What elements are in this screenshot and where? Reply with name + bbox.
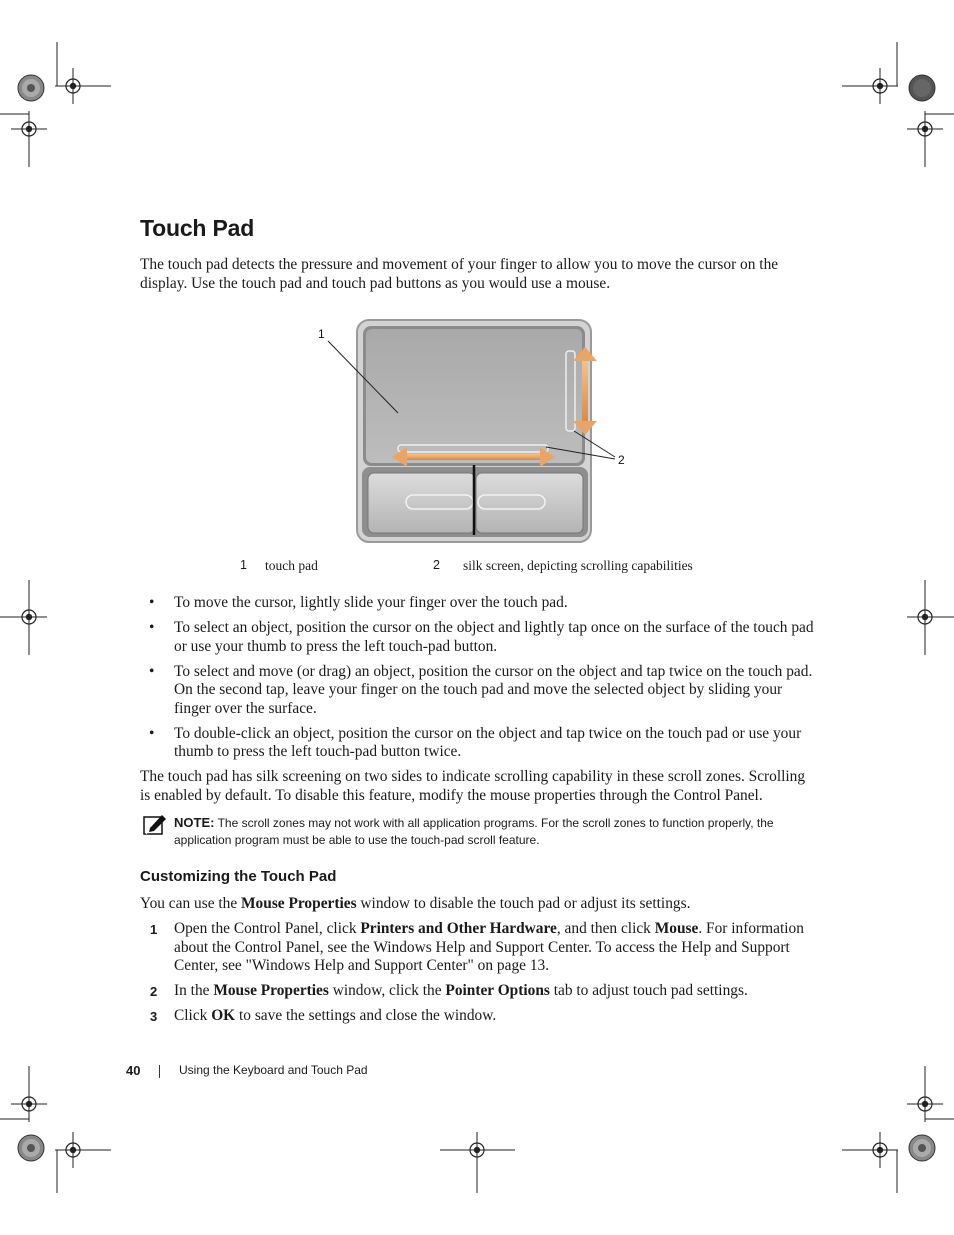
- list-item: [140, 982, 815, 1001]
- ui-term: Pointer Options: [445, 982, 550, 999]
- text-run: window to disable the touch pad or adjust its settings.: [356, 895, 691, 912]
- touch-pad-illustration: [310, 315, 640, 555]
- step-number: 1: [150, 922, 158, 937]
- ui-term: Mouse: [654, 920, 699, 937]
- step-number: 2: [150, 984, 158, 999]
- right-touch-pad-button: [476, 473, 583, 533]
- touch-pad-surface: [366, 329, 582, 463]
- list-item: • To select an object, position the cursor on the object and lightly tap once on the surface of the touch pad or use your thumb to press the left touch-pad button.: [140, 619, 815, 656]
- registration-wheel-icon: [18, 75, 44, 101]
- ui-term: Mouse Properties: [241, 895, 357, 912]
- text-run: You can use the: [140, 895, 242, 912]
- procedure-steps: [140, 920, 815, 1032]
- footer-divider: [159, 1065, 160, 1078]
- text-run: window, click the: [328, 982, 446, 999]
- text-run: Click: [174, 1007, 212, 1024]
- registration-wheel-icon: [18, 1135, 44, 1161]
- usage-bullet-list: [140, 594, 815, 768]
- ui-term: Mouse Properties: [213, 982, 329, 999]
- list-item: [140, 920, 815, 976]
- section-subheading: Customizing the Touch Pad: [140, 868, 337, 885]
- text-run: Open the Control Panel, click: [174, 920, 361, 937]
- legend-text: silk screen, depicting scrolling capabilities: [463, 558, 693, 573]
- text-run: , and then click: [556, 920, 655, 937]
- ui-term: Printers and Other Hardware: [360, 920, 557, 937]
- page-number: 40: [126, 1063, 141, 1078]
- callout-2-label: 2: [618, 453, 625, 467]
- list-item: • To select and move (or drag) an object, position the cursor on the object and tap twice on the touch pad. On the second tap, leave your finger on the touch pad and move the selected object by sliding your finger over the surface.: [140, 663, 815, 719]
- page-title: Touch Pad: [140, 215, 255, 241]
- legend-number: 1: [240, 558, 247, 572]
- ui-term: OK: [211, 1007, 236, 1024]
- text-run: In the: [174, 982, 214, 999]
- intro-paragraph: The touch pad detects the pressure and movement of your finger to allow you to move the cursor on the display. Use the touch pad and touch pad buttons as you would use a mouse.: [140, 256, 779, 292]
- text-run: . For information about the Control Panel, see the Windows Help and Support Center. To access the Help and Support Center, see "Windows Help and Support Center" on page 13.: [174, 920, 804, 974]
- registration-wheel-icon: [909, 1135, 935, 1161]
- legend-text: touch pad: [265, 558, 318, 573]
- note-text: The scroll zones may not work with all application programs. For the scroll zones to function properly, the application program must be able to use the touch-pad scroll feature.: [174, 816, 774, 847]
- registration-wheel-icon: [909, 75, 935, 101]
- scroll-zones-paragraph: The touch pad has silk screening on two sides to indicate scrolling capability in these scroll zones. Scrolling is enabled by default. To disable this feature, modify the mouse properties through the Control Panel.: [140, 768, 806, 804]
- footer-section-title: Using the Keyboard and Touch Pad: [179, 1063, 368, 1077]
- list-item: • To double-click an object, position the cursor on the object and tap twice on the touch pad or use your thumb to press the left touch-pad button twice.: [140, 725, 815, 762]
- legend-number: 2: [433, 558, 440, 572]
- list-item: • To move the cursor, lightly slide your finger over the touch pad.: [140, 594, 815, 613]
- mouse-properties-paragraph: [140, 895, 815, 914]
- text-run: to save the settings and close the window.: [235, 1007, 497, 1024]
- note-pencil-icon: [143, 814, 167, 836]
- left-touch-pad-button: [368, 473, 475, 533]
- note-label: NOTE:: [174, 815, 215, 830]
- callout-1-label: 1: [318, 327, 325, 341]
- step-number: 3: [150, 1009, 158, 1024]
- list-item: [140, 1007, 815, 1026]
- text-run: tab to adjust touch pad settings.: [549, 982, 748, 999]
